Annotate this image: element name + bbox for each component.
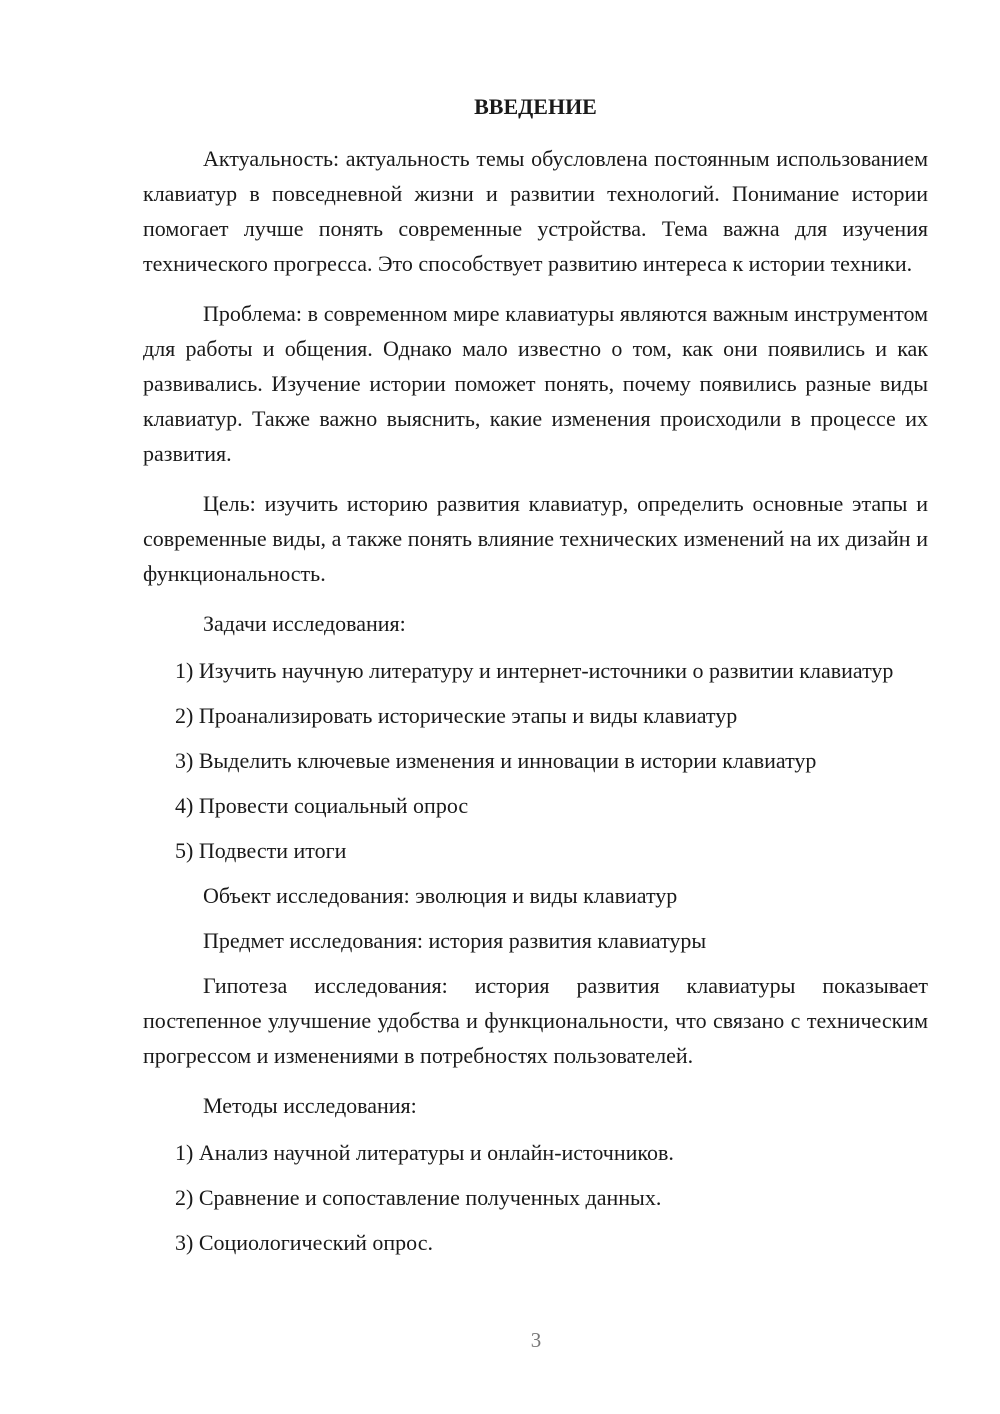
task-item-1: 1) Изучить научную литературу и интернет-источники о развитии клавиатур <box>175 658 894 683</box>
task-item-5: 5) Подвести итоги <box>175 838 347 863</box>
document-page <box>143 92 928 1270</box>
task-item-3: 3) Выделить ключевые изменения и инновации в истории клавиатур <box>175 748 817 773</box>
methods-heading: Методы исследования: <box>203 1093 417 1118</box>
page-title: ВВЕДЕНИЕ <box>474 94 597 119</box>
method-item-3: 3) Социологический опрос. <box>175 1230 433 1255</box>
research-object: Объект исследования: эволюция и виды клавиатур <box>203 883 678 908</box>
tasks-heading: Задачи исследования: <box>203 611 406 636</box>
research-subject: Предмет исследования: история развития клавиатуры <box>203 928 707 953</box>
task-item-4: 4) Провести социальный опрос <box>175 793 469 818</box>
hypothesis-paragraph: Гипотеза исследования: история развития клавиатуры показывает постепенное улучшение удобства и функциональности, что связано с техническим прогрессом и изменениями в потребностях пользователей. <box>143 973 928 1068</box>
problem-paragraph: Проблема: в современном мире клавиатуры являются важным инструментом для работы и общения. Однако мало известно о том, как они появились и как развивались. Изучение истории поможет понять, почему появились разные виды клавиатур. Также важно выяснить, какие изменения происходили в процессе их развития. <box>143 301 928 466</box>
task-item-2: 2) Проанализировать исторические этапы и виды клавиатур <box>175 703 738 728</box>
goal-paragraph: Цель: изучить историю развития клавиатур, определить основные этапы и современные виды, а также понять влияние технических изменений на их дизайн и функциональность. <box>143 491 928 586</box>
method-item-2: 2) Сравнение и сопоставление полученных данных. <box>175 1185 662 1210</box>
page-number: 3 <box>530 1328 542 1352</box>
method-item-1: 1) Анализ научной литературы и онлайн-источников. <box>175 1140 674 1165</box>
relevance-paragraph: Актуальность: актуальность темы обусловлена постоянным использованием клавиатур в повседневной жизни и развитии технологий. Понимание истории помогает лучше понять современные устройства. Тема важна для изучения технического прогресса. Это способствует развитию интереса к истории техники. <box>143 146 928 276</box>
